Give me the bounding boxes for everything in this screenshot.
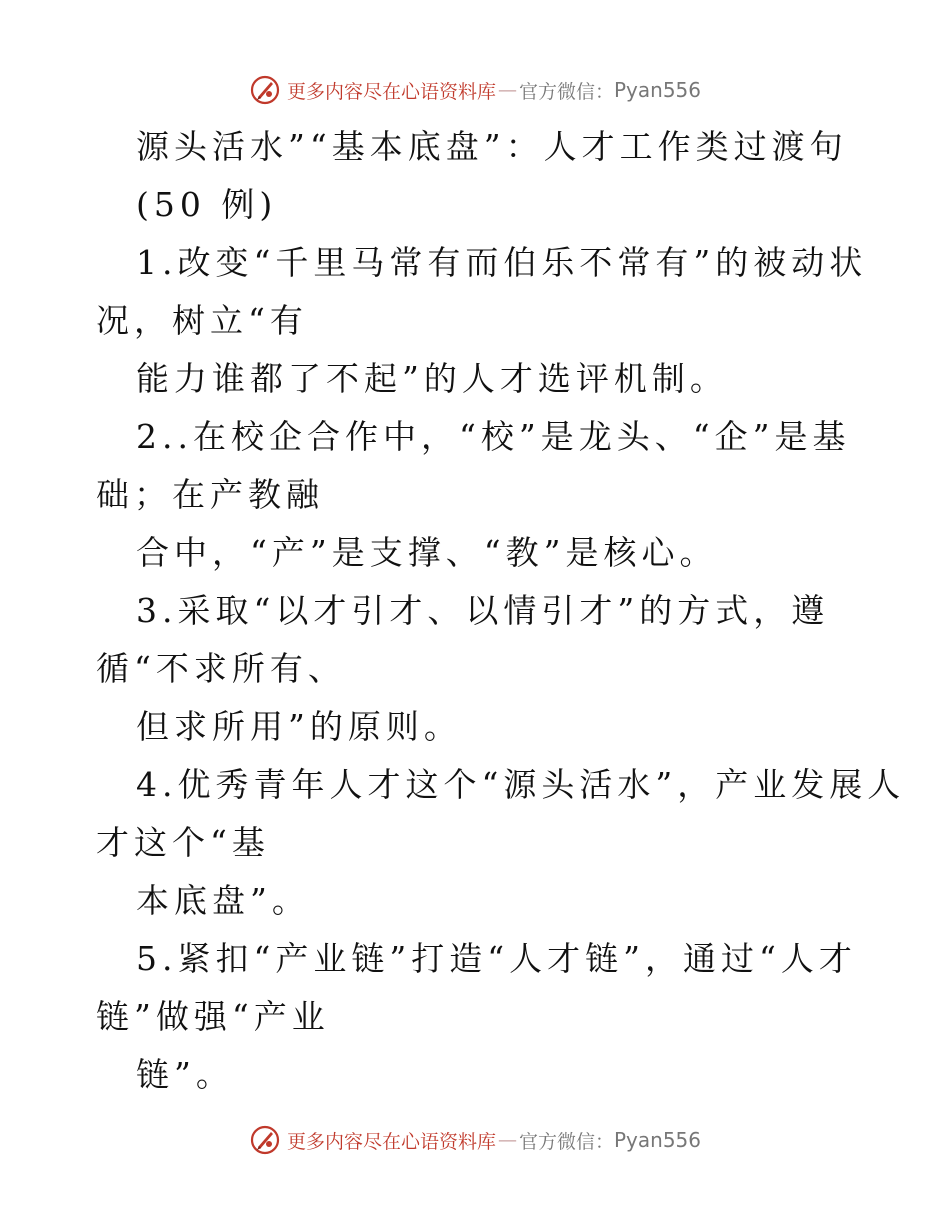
banner-site-text: 更多内容尽在心语资料库 <box>286 80 496 103</box>
banner-separator: — <box>497 1129 517 1151</box>
text-line: 合中，“产”是支撑、“教”是核心。 <box>136 533 718 572</box>
text-line: 本底盘”。 <box>136 881 310 920</box>
text-line: 况，树立“有 <box>96 301 308 340</box>
text-line: 但求所用”的原则。 <box>136 707 462 746</box>
text-line: (50 例) <box>136 185 278 224</box>
banner-wechat-id: Pyan556 <box>614 78 702 102</box>
footer-banner <box>0 1120 950 1160</box>
banner-wechat-label: 官方微信： <box>518 1130 614 1153</box>
banner-site-text: 更多内容尽在心语资料库 <box>286 1130 496 1153</box>
quill-pen-icon <box>249 74 281 106</box>
document-body <box>96 118 906 1104</box>
text-line: 链”。 <box>136 1055 234 1094</box>
banner-separator: — <box>497 79 517 101</box>
banner-wechat-label: 官方微信： <box>518 80 614 103</box>
text-line: 4.优秀青年人才这个“源头活水”，产业发展人 <box>136 765 906 804</box>
text-line: 础；在产教融 <box>96 475 324 514</box>
text-line: 才这个“基 <box>96 823 270 862</box>
quill-pen-icon <box>249 1124 281 1156</box>
header-banner <box>0 70 950 110</box>
text-line: 源头活水”“基本底盘”：人才工作类过渡句 <box>136 127 848 166</box>
text-line: 能力谁都了不起”的人才选评机制。 <box>136 359 728 398</box>
text-line: 3.采取“以才引才、以情引才”的方式，遵 <box>136 591 830 630</box>
text-line: 2..在校企合作中，“校”是龙头、“企”是基 <box>136 417 851 456</box>
text-line: 5.紧扣“产业链”打造“人才链”，通过“人才 <box>136 939 857 978</box>
banner-wechat-id: Pyan556 <box>614 1128 702 1152</box>
text-line: 1.改变“千里马常有而伯乐不常有”的被动状 <box>136 243 868 282</box>
text-line: 循“不求所有、 <box>96 649 346 688</box>
text-line: 链”做强“产业 <box>96 997 330 1036</box>
